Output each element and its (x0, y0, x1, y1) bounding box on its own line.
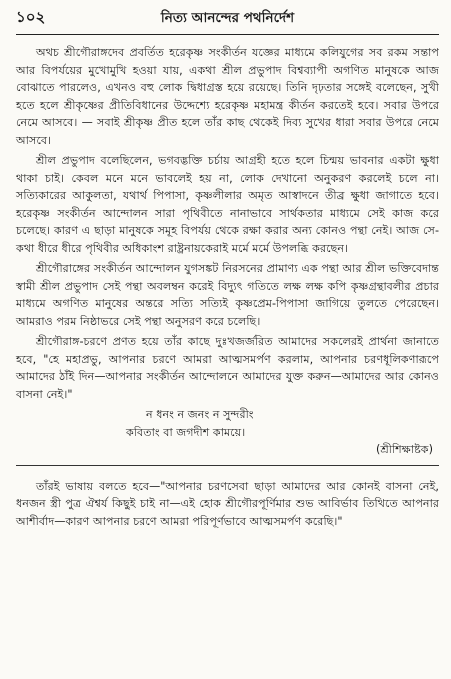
verse-line-2: কবিতাং বা জগদীশ কাময়ে। (126, 425, 246, 439)
closing-paragraph: তাঁরই ভাষায় বলতে হবে—"আপনার চরণসেবা ছাড়া আমাদের আর কোনই বাসনা নেই, ধনজন স্ত্রী পুত্র ঐশ্বর্য কিছুই চাই না—এই হোক শ্রীগৌরপূর্ণিমার শুভ আবির্ভাব তিথিতে আপনার আশীর্বাদ—কারণ আপনার চরণে আমরা পরিপূর্ণভাবে আত্মসমর্পণ করেছি।" (16, 479, 439, 528)
paragraph-4: শ্রীগৌরাঙ্গ-চরণে প্রণত হয়ে তাঁর কাছে দুঃখজর্জরিত আমাদের সকলেরই প্রার্থনা জানাতে হবে, "হে মহাপ্রভু, আপনার চরণে আমরা আত্মসমর্পণ করলাম, আপনার চরণধূলিকণারূপে আমাদের ঠাঁই দিন—আপনার সংকীর্তন আন্দোলনে আমাদের যুক্ত করুন—আমাদের আর কোনও বাসনা নেই।" (16, 335, 439, 401)
page-number: ১০২ (16, 8, 46, 26)
verse-block (16, 406, 439, 441)
page-header (16, 6, 439, 35)
verse-attribution: (শ্রীশিক্ষাষ্টক) (375, 443, 433, 456)
paragraph-2: শ্রীল প্রভুপাদ বলেছিলেন, ভগবদ্ভক্তি চর্চায় আগ্রহী হতে হলে চিন্ময় ভাবনার একটা ক্ষুধা থাকা চাই। কেবল মনে মনে ভাবলেই হয় না, লোক দেখানো অনুকরণ করলেই চলে না। সত্যিকারের আকুলতা, যথার্থ পিপাসা, কৃষ্ণলীলার অমৃত আস্বাদনে তীব্র ক্ষুধা জাগাতে হবে। হরেকৃষ্ণ সংকীর্তন আন্দোলন সারা পৃথিবীতে নানাভাবে সার্থকতার মাধ্যমে সেই কাজ করে চলেছে। কারণ এ ছাড়া মানুষকে সমূহ বিপর্যয় থেকে রক্ষা করার অন্য কোনও পন্থা নেই। আজ সে-কথা ধীরে ধীরে পৃথিবীর অধিকাংশ রাষ্ট্রনায়কেরাই মর্মে মর্মে উপলব্ধি করছেন। (16, 154, 439, 255)
paragraph-3: শ্রীগৌরাঙ্গের সংকীর্তন আন্দোলন যুগসঙ্কট নিরসনের প্রামাণ্য এক পন্থা আর শ্রীল ভক্তিবেদান্ত স্বামী শ্রীল প্রভুপাদ সেই পন্থা অবলম্বন করেই বিদ্যুৎ গতিতে লক্ষ লক্ষ কপি কৃষ্ণগ্রন্থাবলীর প্রচার মাধ্যমে অগণিত মানুষের অন্তরে সত্যি সত্যিই কৃষ্ণপ্রেম-পিপাসা জাগিয়ে তুলতে পেরেছেন। আমরাও পরম নিষ্ঠাভরে সেই পন্থা অনুসরণ করে চলেছি। (16, 262, 440, 328)
running-head: নিত্য আনন্দের পথনির্দেশ (160, 10, 295, 26)
paragraph-1: অথচ শ্রীগৌরাঙ্গদেব প্রবর্তিত হরেকৃষ্ণ সংকীর্তন যজ্ঞের মাধ্যমে কলিযুগের সব রকম সন্তাপ আর বিপর্যয়ের মুখোমুখি হওয়া যায়, একথা শ্রীল প্রভুপাদ বিশ্বব্যাপী অগণিত মানুষকে আজ বোঝাতে পারলেও, এখনও বহু লোক দ্বিধাগ্রস্ত হয়ে রয়েছে। তিনি দৃঢ়তার সঙ্গেই বলেছেন, সুখী হতে হলে শ্রীকৃষ্ণের প্রীতিবিধানের উদ্দেশ্যে হরেকৃষ্ণ মহামন্ত্র কীর্তন করতেই হবে। সবার উপরে নেমে আসবে। — সবাই শ্রীকৃষ্ণ প্রীত হলে তাঁর কাছ থেকেই দিব্য সুখের ধারা সবার উপরে নেমে আসবে। (16, 46, 439, 147)
section-divider (16, 465, 439, 466)
verse-line-1: ন ধনং ন জনং ন সুন্দরীং (146, 408, 254, 421)
